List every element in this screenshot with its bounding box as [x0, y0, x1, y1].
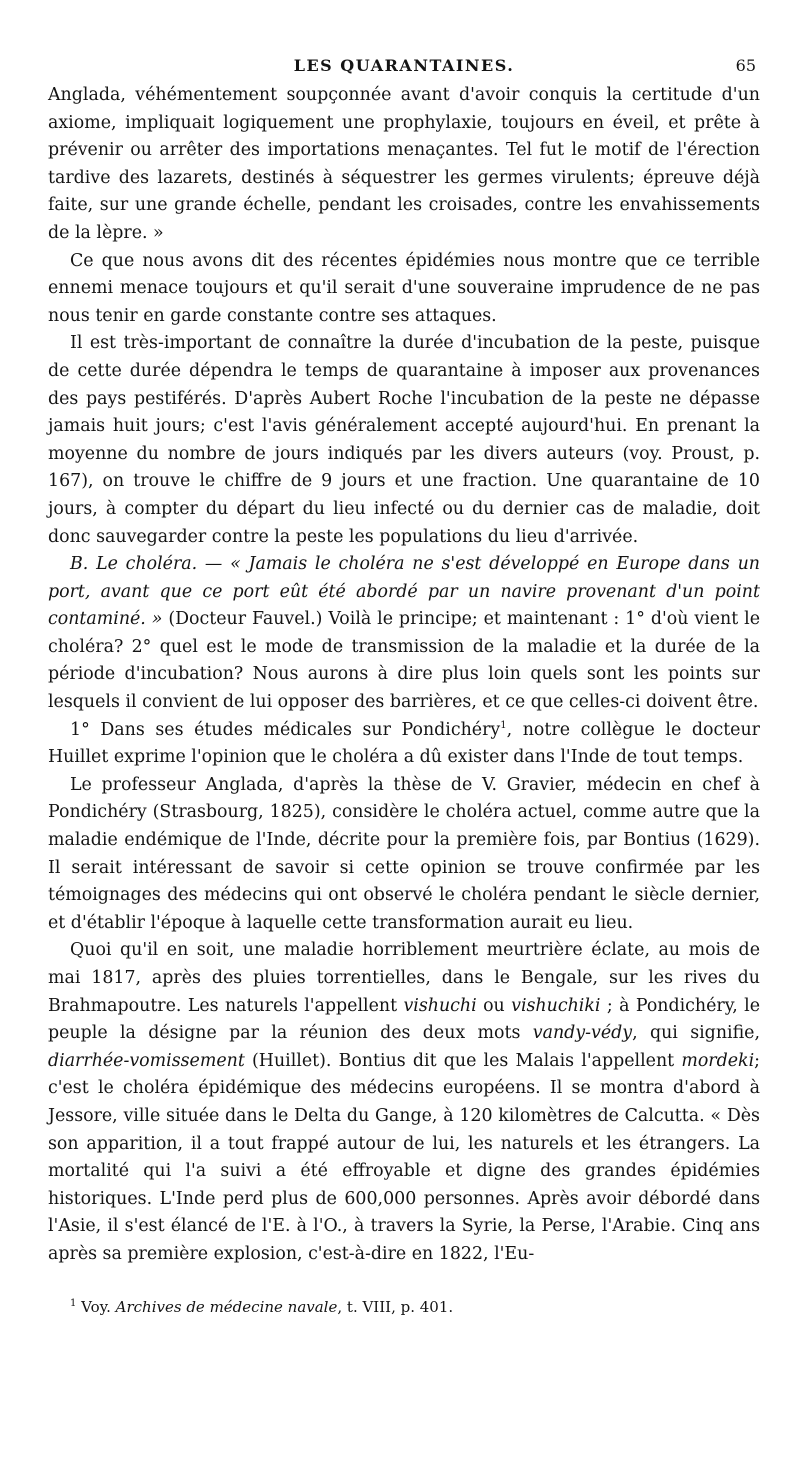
paragraph-5	[48, 717, 760, 772]
paragraph-2: Ce que nous avons dit des récentes épidémies nous montre que ce terrible ennemi menace toujours et qu'il serait d'une souveraine imprudence de ne pas nous tenir en garde constante contre ses attaques.	[48, 250, 760, 326]
term-vishuchi: vishuchi	[403, 995, 477, 1016]
paragraph-1: Anglada, véhémentement soupçonnée avant d'avoir conquis la certitude d'un axiome, impliquait logiquement une prophylaxie, toujours en éveil, et prête à prévenir ou arrêter des importations menaçantes. Tel fut le motif de l'érection tardive des lazarets, destinés à séquestrer les germes virulents; épreuve déjà faite, sur une grande échelle, pendant les croisades, contre les envahissements de la lèpre. »	[48, 85, 760, 243]
paragraph-5-text-a: 1° Dans ses études médicales sur Pondichéry	[70, 719, 501, 740]
term-mordeki: mordeki	[681, 1050, 755, 1071]
paragraph-7-text-b: ou	[476, 995, 512, 1016]
footnote-source-title: Archives de médecine navale	[115, 1297, 338, 1316]
paragraph-6: Le professeur Anglada, d'après la thèse de V. Gravier, médecin en chef à Pondichéry (Strasbourg, 1825), considère le choléra actuel, comme autre que la maladie endémique de l'Inde, décrite pour la première fois, par Bontius (1629). Il serait intéressant de savoir si cette opinion se trouve confirmée par les témoignages des médecins qui ont observé le choléra pendant le siècle dernier, et d'établir l'époque à laquelle cette transformation aurait eu lieu.	[48, 774, 760, 933]
footnote-text-a: Voy.	[76, 1297, 116, 1316]
paragraph-7	[48, 937, 760, 1268]
paragraph-7-text-d: , qui signifie,	[632, 1023, 760, 1044]
cholera-section-heading: B. Le choléra. — « Jamais le choléra ne s'est développé en Europe dans un port, avant que ce port eût été abordé par un navire provenant d'un point contaminé. »	[48, 554, 760, 630]
term-vandy-vedy: vandy-védy	[532, 1023, 633, 1044]
term-vishuchiki: vishuchiki	[511, 995, 601, 1016]
footnote-reference: 1	[500, 719, 507, 731]
paragraph-7-text-f: ; c'est le choléra épidémique des médecins européens. Il se montra d'abord à Jessore, ville située dans le Delta du Gange, à 120 kilomètres de Calcutta. « Dès son apparition, il a tout frappé autour de lui, les naturels et les étrangers. La mortalité qui l'a suivi a été effroyable et digne des grandes épidémies historiques. L'Inde perd plus de 600,000 personnes. Après avoir débordé dans l'Asie, il s'est élancé de l'E. à l'O., à travers la Syrie, la Perse, l'Arabie. Cinq ans après sa première explosion, c'est-à-dire en 1822, l'Eu-	[48, 1050, 760, 1264]
footnote-mark: 1	[70, 1297, 77, 1309]
page-number: 65	[735, 56, 756, 75]
paragraph-5-text-b: , notre collègue le docteur Huillet exprime l'opinion que le choléra a dû exister dans l'Inde de tout temps.	[48, 719, 760, 768]
term-diarrhee-vomissement: diarrhée-vomissement	[48, 1050, 245, 1071]
page-header	[48, 48, 760, 82]
paragraph-7-text-a: Quoi qu'il en soit, une maladie horriblement meurtrière éclate, au mois de mai 1817, après des pluies torrentielles, dans le Bengale, sur les rives du Brahmapoutre. Les naturels l'appellent	[48, 940, 760, 1016]
paragraph-4-text: (Docteur Fauvel.) Voilà le principe; et maintenant : 1° d'où vient le choléra? 2° quel est le mode de transmission de la maladie et la durée de la période d'incubation? Nous aurons à dire plus loin quels sont les points sur lesquels il convient de lui opposer des barrières, et ce que celles-ci doivent être.	[48, 609, 760, 713]
paragraph-4	[48, 551, 760, 717]
footnote	[48, 1297, 760, 1317]
body-text	[48, 82, 760, 1269]
footnote-text-b: , t. VIII, p. 401.	[337, 1297, 454, 1316]
paragraph-3: Il est très-important de connaître la durée d'incubation de la peste, puisque de cette durée dépendra le temps de quarantaine à imposer aux provenances des pays pestiférés. D'après Aubert Roche l'incubation de la peste ne dépasse jamais huit jours; c'est l'avis généralement accepté aujourd'hui. En prenant la moyenne du nombre de jours indiqués par les divers auteurs (voy. Proust, p. 167), on trouve le chiffre de 9 jours et une fraction. Une quarantaine de 10 jours, à compter du départ du lieu infecté ou du dernier cas de maladie, doit donc sauvegarder contre la peste les populations du lieu d'arrivée.	[48, 333, 760, 547]
running-title: LES QUARANTAINES.	[293, 56, 515, 75]
paragraph-7-text-e: (Huillet). Bontius dit que les Malais l'appellent	[244, 1050, 682, 1071]
paragraph-7-text-c: ; à Pondichéry, le peuple la désigne par la réunion des deux mots	[48, 995, 761, 1044]
